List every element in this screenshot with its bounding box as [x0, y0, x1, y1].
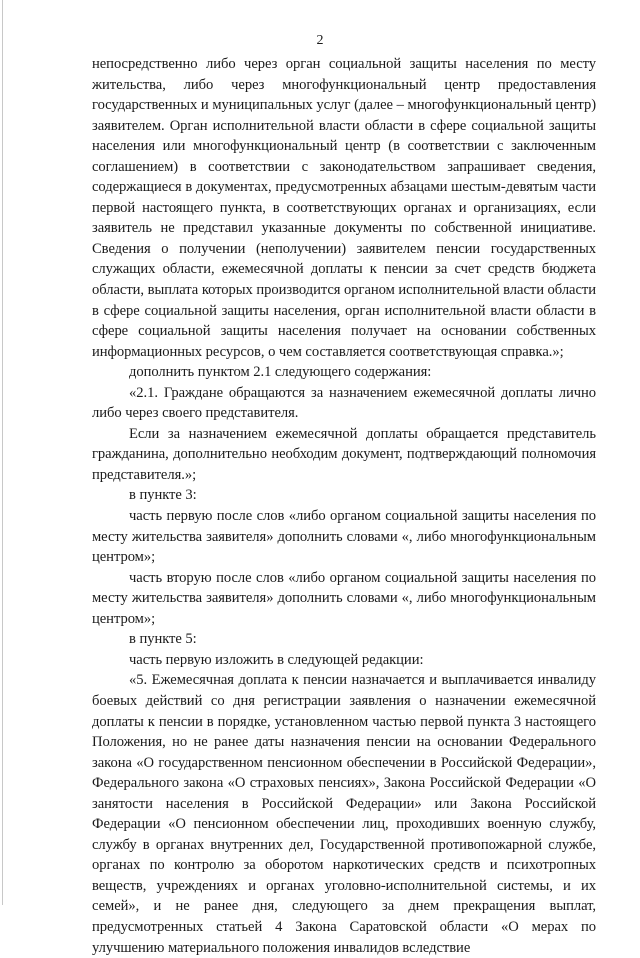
paragraph: Если за назначением ежемесячной доплаты обращается представитель гражданина, дополнительно необходим документ, подтверждающий полномочия представителя.»; — [92, 425, 596, 483]
document-body — [92, 54, 596, 958]
scan-edge-line — [2, 0, 3, 905]
paragraph: «5. Ежемесячная доплата к пенсии назначается и выплачивается инвалиду боевых действий со дня регистрации заявления о назначении ежемесячной доплаты к пенсии в порядке, установленном частью первой пункта 3 настоящего Положения, но не ранее даты назначения пенсии на основании Федерального закона «О государственном пенсионном обеспечении в Российской Федерации», Федерального закона «О страховых пенсиях», Закона Российской Федерации «О занятости населения в Российской Федерации» или Закона Российской Федерации «О пенсионном обеспечении лиц, проходивших военную службу, службу в органах внутренних дел, Государственной противопожарной службе, органах по контролю за оборотом наркотических средств и психотропных веществ, учреждениях и органах уголовно-исполнительной системы, и их семей», и не ранее дня, следующего за днем прекращения выплат, предусмотренных статьей 4 Закона Саратовской области «О мерах по улучшению материального положения инвалидов вследствие — [92, 672, 596, 956]
paragraph: в пункте 3: — [129, 487, 197, 504]
paragraph: непосредственно либо через орган социальной защиты населения по месту жительства, либо через многофункциональный центр предоставления государственных и муниципальных услуг (далее – многофункциональный центр) заявителем. Орган исполнительной власти области в сфере социальной защиты населения или многофункциональный центр (в соответствии с заключенным соглашением) в соответствии с законодательством запрашивает сведения, содержащиеся в документах, предусмотренных абзацами шестым-девятым части первой настоящего пункта, в соответствующих органах и организациях, если заявитель не представил указанные документы по собственной инициативе. Сведения о получении (неполучении) заявителем пенсии государственных служащих области, ежемесячной доплаты к пенсии за счет средств бюджета области, выплата которых производится органом исполнительной власти области в сфере социальной защиты населения, орган исполнительной власти области в сфере социальной защиты населения получает на основании собственных информационных ресурсов, о чем составляется соответствующая справка.»; — [92, 56, 596, 360]
paragraph: «2.1. Граждане обращаются за назначением ежемесячной доплаты лично либо через своего представителя. — [92, 384, 596, 422]
paragraph: часть вторую после слов «либо органом социальной защиты населения по месту жительства заявителя» дополнить словами «, либо многофункциональным центром»; — [92, 569, 596, 627]
paragraph: часть первую после слов «либо органом социальной защиты населения по месту жительства заявителя» дополнить словами «, либо многофункциональным центром»; — [92, 508, 596, 566]
paragraph: дополнить пунктом 2.1 следующего содержания: — [129, 364, 432, 381]
paragraph: часть первую изложить в следующей редакции: — [129, 651, 424, 668]
paragraph: в пункте 5: — [129, 631, 197, 648]
page-number: 2 — [316, 33, 324, 48]
